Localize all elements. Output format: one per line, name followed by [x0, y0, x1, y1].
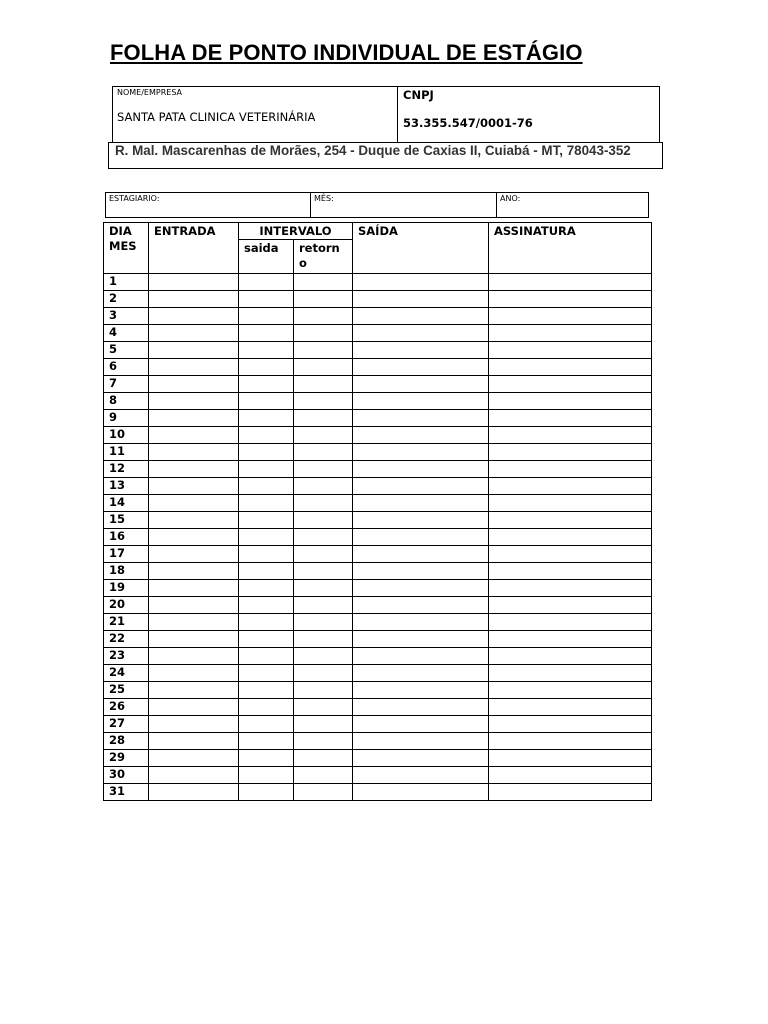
mes-label: MÊS: [314, 194, 334, 203]
entrada-cell[interactable] [149, 580, 239, 597]
intervalo-saida-cell[interactable] [239, 376, 294, 393]
table-row [104, 733, 652, 750]
month-box [310, 192, 497, 218]
table-row [104, 274, 652, 291]
table-row [104, 495, 652, 512]
entrada-cell[interactable] [149, 682, 239, 699]
company-address: R. Mal. Mascarenhas de Morães, 254 - Duque de Caxias II, Cuiabá - MT, 78043-352 [115, 143, 631, 158]
assinatura-cell[interactable] [489, 495, 652, 512]
company-name-label: NOME/EMPRESA [117, 88, 183, 97]
table-row [104, 580, 652, 597]
retorno-cell[interactable] [294, 614, 353, 631]
retorno-cell[interactable] [294, 325, 353, 342]
saida-cell[interactable] [353, 308, 489, 325]
saida-cell[interactable] [353, 359, 489, 376]
assinatura-cell[interactable] [489, 410, 652, 427]
day-number: 19 [104, 580, 149, 597]
assinatura-cell[interactable] [489, 274, 652, 291]
day-number: 16 [104, 529, 149, 546]
day-number: 22 [104, 631, 149, 648]
retorno-cell[interactable] [294, 546, 353, 563]
intervalo-saida-cell[interactable] [239, 512, 294, 529]
intervalo-saida-cell[interactable] [239, 359, 294, 376]
saida-cell[interactable] [353, 733, 489, 750]
entrada-cell[interactable] [149, 716, 239, 733]
saida-cell[interactable] [353, 529, 489, 546]
intervalo-header: INTERVALO [239, 223, 353, 240]
cnpj-box [397, 86, 660, 143]
saida-cell[interactable] [353, 750, 489, 767]
intervalo-saida-cell[interactable] [239, 427, 294, 444]
saida-cell[interactable] [353, 631, 489, 648]
day-number: 26 [104, 699, 149, 716]
table-row [104, 767, 652, 784]
table-row [104, 444, 652, 461]
intervalo-saida-cell[interactable] [239, 291, 294, 308]
intervalo-saida-cell[interactable] [239, 682, 294, 699]
intervalo-saida-header: saida [239, 240, 294, 274]
day-number: 31 [104, 784, 149, 801]
day-number: 18 [104, 563, 149, 580]
entrada-cell[interactable] [149, 767, 239, 784]
entrada-cell[interactable] [149, 699, 239, 716]
day-number: 20 [104, 597, 149, 614]
assinatura-cell[interactable] [489, 750, 652, 767]
day-number: 30 [104, 767, 149, 784]
retorno-cell[interactable] [294, 648, 353, 665]
saida-cell[interactable] [353, 512, 489, 529]
intervalo-saida-cell[interactable] [239, 563, 294, 580]
entrada-cell[interactable] [149, 631, 239, 648]
retorno-cell[interactable] [294, 444, 353, 461]
saida-cell[interactable] [353, 784, 489, 801]
intervalo-saida-cell[interactable] [239, 308, 294, 325]
entrada-cell[interactable] [149, 461, 239, 478]
day-number: 23 [104, 648, 149, 665]
entrada-cell[interactable] [149, 495, 239, 512]
saida-cell[interactable] [353, 580, 489, 597]
day-number: 11 [104, 444, 149, 461]
saida-cell[interactable] [353, 563, 489, 580]
intervalo-saida-cell[interactable] [239, 631, 294, 648]
saida-cell[interactable] [353, 376, 489, 393]
entrada-cell[interactable] [149, 393, 239, 410]
table-row [104, 393, 652, 410]
entrada-cell[interactable] [149, 478, 239, 495]
assinatura-cell[interactable] [489, 682, 652, 699]
retorno-cell[interactable] [294, 699, 353, 716]
page-title: FOLHA DE PONTO INDIVIDUAL DE ESTÁGIO [110, 40, 583, 65]
day-number: 2 [104, 291, 149, 308]
intervalo-saida-cell[interactable] [239, 614, 294, 631]
assinatura-cell[interactable] [489, 784, 652, 801]
entrada-cell[interactable] [149, 291, 239, 308]
intervalo-saida-cell[interactable] [239, 461, 294, 478]
saida-cell[interactable] [353, 495, 489, 512]
assinatura-cell[interactable] [489, 597, 652, 614]
table-row [104, 376, 652, 393]
saida-cell[interactable] [353, 274, 489, 291]
retorno-cell[interactable] [294, 716, 353, 733]
table-row [104, 563, 652, 580]
assinatura-cell[interactable] [489, 393, 652, 410]
assinatura-cell[interactable] [489, 563, 652, 580]
table-row [104, 699, 652, 716]
retorno-cell[interactable] [294, 580, 353, 597]
assinatura-cell[interactable] [489, 291, 652, 308]
day-number: 10 [104, 427, 149, 444]
retorno-cell[interactable] [294, 461, 353, 478]
retorno-header-line1: retorn [299, 241, 340, 255]
day-number: 29 [104, 750, 149, 767]
retorno-cell[interactable] [294, 767, 353, 784]
intervalo-saida-cell[interactable] [239, 767, 294, 784]
ano-label: ANO: [500, 194, 521, 203]
assinatura-cell[interactable] [489, 631, 652, 648]
table-row [104, 546, 652, 563]
entrada-cell[interactable] [149, 648, 239, 665]
day-number: 8 [104, 393, 149, 410]
table-header-row [104, 223, 652, 240]
entrada-cell[interactable] [149, 376, 239, 393]
saida-header: SAÍDA [353, 223, 489, 274]
retorno-cell[interactable] [294, 393, 353, 410]
day-number: 17 [104, 546, 149, 563]
retorno-header-line2: o [299, 256, 307, 270]
day-number: 24 [104, 665, 149, 682]
retorno-cell[interactable] [294, 495, 353, 512]
day-number: 7 [104, 376, 149, 393]
day-number: 25 [104, 682, 149, 699]
day-number: 28 [104, 733, 149, 750]
saida-cell[interactable] [353, 478, 489, 495]
entrada-cell[interactable] [149, 529, 239, 546]
day-number: 6 [104, 359, 149, 376]
assinatura-cell[interactable] [489, 461, 652, 478]
table-row [104, 342, 652, 359]
retorno-cell[interactable] [294, 597, 353, 614]
intervalo-saida-cell[interactable] [239, 444, 294, 461]
saida-cell[interactable] [353, 427, 489, 444]
retorno-cell[interactable] [294, 529, 353, 546]
entrada-header: ENTRADA [149, 223, 239, 274]
dia-mes-header [104, 223, 149, 274]
table-row [104, 682, 652, 699]
table-row [104, 529, 652, 546]
entrada-cell[interactable] [149, 325, 239, 342]
assinatura-cell[interactable] [489, 767, 652, 784]
intervalo-saida-cell[interactable] [239, 325, 294, 342]
table-row [104, 648, 652, 665]
assinatura-cell[interactable] [489, 342, 652, 359]
assinatura-cell[interactable] [489, 733, 652, 750]
entrada-cell[interactable] [149, 359, 239, 376]
assinatura-cell[interactable] [489, 580, 652, 597]
entrada-cell[interactable] [149, 512, 239, 529]
retorno-cell[interactable] [294, 342, 353, 359]
table-row [104, 665, 652, 682]
day-number: 15 [104, 512, 149, 529]
dia-header-line: DIA [109, 224, 132, 238]
day-number: 12 [104, 461, 149, 478]
table-row [104, 750, 652, 767]
assinatura-cell[interactable] [489, 359, 652, 376]
intervalo-saida-cell[interactable] [239, 529, 294, 546]
day-number: 21 [104, 614, 149, 631]
day-number: 27 [104, 716, 149, 733]
assinatura-cell[interactable] [489, 546, 652, 563]
entrada-cell[interactable] [149, 444, 239, 461]
entrada-cell[interactable] [149, 427, 239, 444]
retorno-header [294, 240, 353, 274]
retorno-cell[interactable] [294, 274, 353, 291]
intervalo-saida-cell[interactable] [239, 478, 294, 495]
saida-cell[interactable] [353, 325, 489, 342]
entrada-cell[interactable] [149, 614, 239, 631]
saida-cell[interactable] [353, 461, 489, 478]
entrada-cell[interactable] [149, 563, 239, 580]
intervalo-saida-cell[interactable] [239, 716, 294, 733]
assinatura-header: ASSINATURA [489, 223, 652, 274]
table-row [104, 427, 652, 444]
entrada-cell[interactable] [149, 597, 239, 614]
cnpj-value: 53.355.547/0001-76 [403, 116, 533, 130]
table-row [104, 631, 652, 648]
retorno-cell[interactable] [294, 784, 353, 801]
table-row [104, 478, 652, 495]
assinatura-cell[interactable] [489, 665, 652, 682]
intervalo-saida-cell[interactable] [239, 495, 294, 512]
day-number: 4 [104, 325, 149, 342]
intervalo-saida-cell[interactable] [239, 784, 294, 801]
retorno-cell[interactable] [294, 682, 353, 699]
entrada-cell[interactable] [149, 784, 239, 801]
retorno-cell[interactable] [294, 376, 353, 393]
assinatura-cell[interactable] [489, 529, 652, 546]
mes-header-line: MES [109, 239, 137, 253]
retorno-cell[interactable] [294, 750, 353, 767]
cnpj-label: CNPJ [403, 88, 434, 102]
entrada-cell[interactable] [149, 750, 239, 767]
table-row [104, 359, 652, 376]
table-row [104, 461, 652, 478]
saida-cell[interactable] [353, 410, 489, 427]
retorno-cell[interactable] [294, 631, 353, 648]
entrada-cell[interactable] [149, 546, 239, 563]
entrada-cell[interactable] [149, 274, 239, 291]
retorno-cell[interactable] [294, 427, 353, 444]
saida-cell[interactable] [353, 597, 489, 614]
assinatura-cell[interactable] [489, 478, 652, 495]
assinatura-cell[interactable] [489, 376, 652, 393]
saida-cell[interactable] [353, 682, 489, 699]
retorno-cell[interactable] [294, 512, 353, 529]
retorno-cell[interactable] [294, 308, 353, 325]
intervalo-saida-cell[interactable] [239, 597, 294, 614]
table-row [104, 410, 652, 427]
assinatura-cell[interactable] [489, 427, 652, 444]
assinatura-cell[interactable] [489, 614, 652, 631]
table-row [104, 325, 652, 342]
estagiario-label: ESTAGIARIO: [109, 194, 160, 203]
saida-cell[interactable] [353, 342, 489, 359]
intervalo-saida-cell[interactable] [239, 750, 294, 767]
entrada-cell[interactable] [149, 342, 239, 359]
saida-cell[interactable] [353, 393, 489, 410]
intervalo-saida-cell[interactable] [239, 410, 294, 427]
company-name-value: SANTA PATA CLINICA VETERINÁRIA [117, 110, 316, 124]
table-row [104, 597, 652, 614]
saida-cell[interactable] [353, 648, 489, 665]
intervalo-saida-cell[interactable] [239, 342, 294, 359]
saida-cell[interactable] [353, 716, 489, 733]
assinatura-cell[interactable] [489, 699, 652, 716]
saida-cell[interactable] [353, 614, 489, 631]
assinatura-cell[interactable] [489, 716, 652, 733]
intervalo-saida-cell[interactable] [239, 733, 294, 750]
saida-cell[interactable] [353, 699, 489, 716]
assinatura-cell[interactable] [489, 444, 652, 461]
saida-cell[interactable] [353, 767, 489, 784]
day-number: 1 [104, 274, 149, 291]
assinatura-cell[interactable] [489, 308, 652, 325]
day-number: 13 [104, 478, 149, 495]
entrada-cell[interactable] [149, 308, 239, 325]
table-row [104, 614, 652, 631]
day-number: 3 [104, 308, 149, 325]
intervalo-saida-cell[interactable] [239, 580, 294, 597]
entrada-cell[interactable] [149, 733, 239, 750]
intervalo-saida-cell[interactable] [239, 274, 294, 291]
assinatura-cell[interactable] [489, 325, 652, 342]
entrada-cell[interactable] [149, 665, 239, 682]
timesheet-table [103, 222, 652, 801]
intervalo-saida-cell[interactable] [239, 546, 294, 563]
retorno-cell[interactable] [294, 359, 353, 376]
assinatura-cell[interactable] [489, 512, 652, 529]
table-row [104, 308, 652, 325]
retorno-cell[interactable] [294, 733, 353, 750]
retorno-cell[interactable] [294, 665, 353, 682]
saida-cell[interactable] [353, 546, 489, 563]
day-number: 9 [104, 410, 149, 427]
retorno-cell[interactable] [294, 410, 353, 427]
day-number: 14 [104, 495, 149, 512]
retorno-cell[interactable] [294, 563, 353, 580]
saida-cell[interactable] [353, 444, 489, 461]
table-row [104, 716, 652, 733]
retorno-cell[interactable] [294, 478, 353, 495]
intervalo-saida-cell[interactable] [239, 393, 294, 410]
table-row [104, 512, 652, 529]
assinatura-cell[interactable] [489, 648, 652, 665]
intervalo-saida-cell[interactable] [239, 648, 294, 665]
table-row [104, 784, 652, 801]
entrada-cell[interactable] [149, 410, 239, 427]
retorno-cell[interactable] [294, 291, 353, 308]
day-number: 5 [104, 342, 149, 359]
table-row [104, 291, 652, 308]
intervalo-saida-cell[interactable] [239, 699, 294, 716]
intervalo-saida-cell[interactable] [239, 665, 294, 682]
saida-cell[interactable] [353, 665, 489, 682]
saida-cell[interactable] [353, 291, 489, 308]
